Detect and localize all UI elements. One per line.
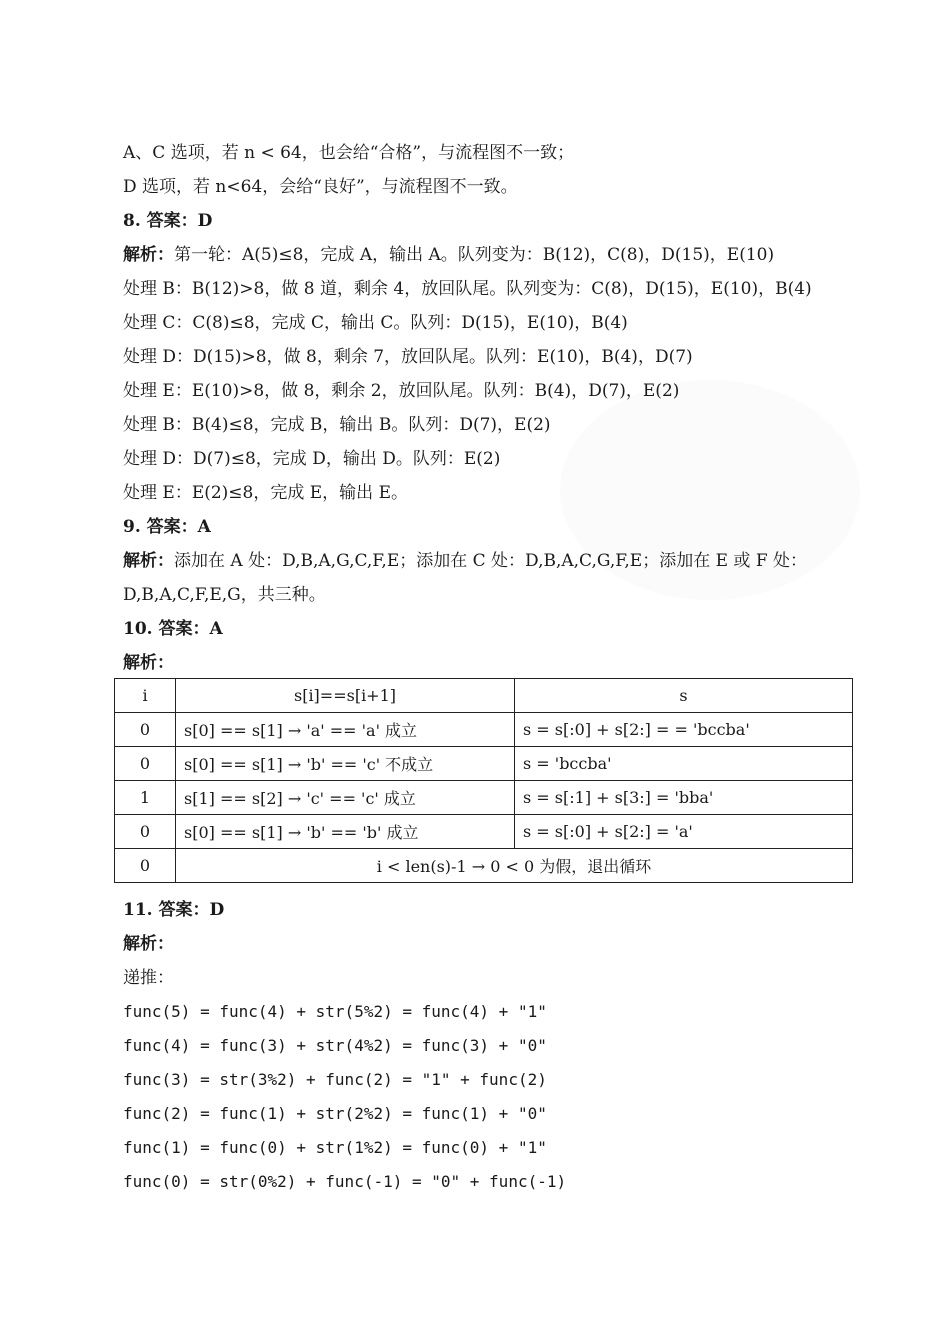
q8-analysis-text: 第一轮：A(5)≤8，完成 A，输出 A。队列变为：B(12)，C(8)，D(15)，E(10) bbox=[174, 245, 775, 265]
text-line-ac-options: A、C 选项，若 n < 64，也会给“合格”，与流程图不一致； bbox=[123, 143, 575, 163]
text-line-d-option: D 选项，若 n<64，会给“良好”，与流程图不一致。 bbox=[123, 177, 518, 197]
q11-recursion-line-2: func(4) = func(3) + str(4%2) = func(3) + "0" bbox=[123, 1036, 547, 1055]
q11-recursion-label: 递推： bbox=[123, 968, 174, 988]
analysis-label: 解析： bbox=[123, 245, 174, 265]
cell-s: s = s[:0] + s[2:] = 'a' bbox=[515, 815, 853, 849]
q9-answer-heading: 9. 答案：A bbox=[123, 517, 211, 537]
table-header-row bbox=[115, 679, 853, 713]
q8-analysis-line-1 bbox=[123, 244, 774, 266]
table-row bbox=[115, 747, 853, 781]
q11-recursion-line-4: func(2) = func(1) + str(2%2) = func(1) + "0" bbox=[123, 1104, 547, 1123]
header-i: i bbox=[115, 679, 176, 713]
q8-analysis-line-3: 处理 C：C(8)≤8，完成 C，输出 C。队列：D(15)，E(10)，B(4) bbox=[123, 313, 628, 333]
q11-recursion-line-1: func(5) = func(4) + str(5%2) = func(4) + "1" bbox=[123, 1002, 547, 1021]
q9-analysis-text: 添加在 A 处：D,B,A,G,C,F,E；添加在 C 处：D,B,A,C,G,F,E；添加在 E 或 F 处： bbox=[174, 551, 808, 571]
cell-i: 1 bbox=[115, 781, 176, 815]
trace-table bbox=[114, 678, 853, 883]
cell-s: s = s[:1] + s[3:] = 'bba' bbox=[515, 781, 853, 815]
q9-analysis-line-2: D,B,A,C,F,E,G，共三种。 bbox=[123, 585, 326, 605]
q8-analysis-line-7: 处理 D：D(7)≤8，完成 D，输出 D。队列：E(2) bbox=[123, 449, 501, 469]
table-row bbox=[115, 713, 853, 747]
header-condition: s[i]==s[i+1] bbox=[176, 679, 515, 713]
q8-analysis-line-5: 处理 E：E(10)>8，做 8，剩余 2，放回队尾。队列：B(4)，D(7)，E(2) bbox=[123, 381, 680, 401]
analysis-label: 解析： bbox=[123, 551, 174, 571]
q11-recursion-line-3: func(3) = str(3%2) + func(2) = "1" + func(2) bbox=[123, 1070, 547, 1089]
header-s: s bbox=[515, 679, 853, 713]
cell-s: s = 'bccba' bbox=[515, 747, 853, 781]
q8-answer-heading: 8. 答案：D bbox=[123, 211, 213, 231]
q9-analysis-line-1 bbox=[123, 550, 807, 572]
cell-condition: s[1] == s[2] → 'c' == 'c' 成立 bbox=[176, 781, 515, 815]
table-row bbox=[115, 815, 853, 849]
cell-i: 0 bbox=[115, 815, 176, 849]
table-row-exit bbox=[115, 849, 853, 883]
q11-answer-heading: 11. 答案：D bbox=[123, 900, 225, 920]
cell-condition: s[0] == s[1] → 'a' == 'a' 成立 bbox=[176, 713, 515, 747]
q10-analysis-label: 解析： bbox=[123, 653, 174, 673]
cell-s: s = s[:0] + s[2:] = = 'bccba' bbox=[515, 713, 853, 747]
q11-recursion-line-5: func(1) = func(0) + str(1%2) = func(0) + "1" bbox=[123, 1138, 547, 1157]
cell-condition: s[0] == s[1] → 'b' == 'b' 成立 bbox=[176, 815, 515, 849]
q8-analysis-line-2: 处理 B：B(12)>8，做 8 道，剩余 4，放回队尾。队列变为：C(8)，D(15)，E(10)，B(4) bbox=[123, 279, 812, 299]
q10-answer-heading: 10. 答案：A bbox=[123, 619, 223, 639]
cell-exit-condition: i < len(s)-1 → 0 < 0 为假，退出循环 bbox=[176, 849, 853, 883]
q11-recursion-line-6: func(0) = str(0%2) + func(-1) = "0" + func(-1) bbox=[123, 1172, 567, 1191]
table-row bbox=[115, 781, 853, 815]
q8-analysis-line-6: 处理 B：B(4)≤8，完成 B，输出 B。队列：D(7)，E(2) bbox=[123, 415, 551, 435]
q8-analysis-line-4: 处理 D：D(15)>8，做 8，剩余 7，放回队尾。队列：E(10)，B(4)，D(7) bbox=[123, 347, 693, 367]
cell-i: 0 bbox=[115, 713, 176, 747]
cell-condition: s[0] == s[1] → 'b' == 'c' 不成立 bbox=[176, 747, 515, 781]
cell-i: 0 bbox=[115, 747, 176, 781]
cell-i: 0 bbox=[115, 849, 176, 883]
q8-analysis-line-8: 处理 E：E(2)≤8，完成 E，输出 E。 bbox=[123, 483, 408, 503]
q11-analysis-label: 解析： bbox=[123, 934, 174, 954]
